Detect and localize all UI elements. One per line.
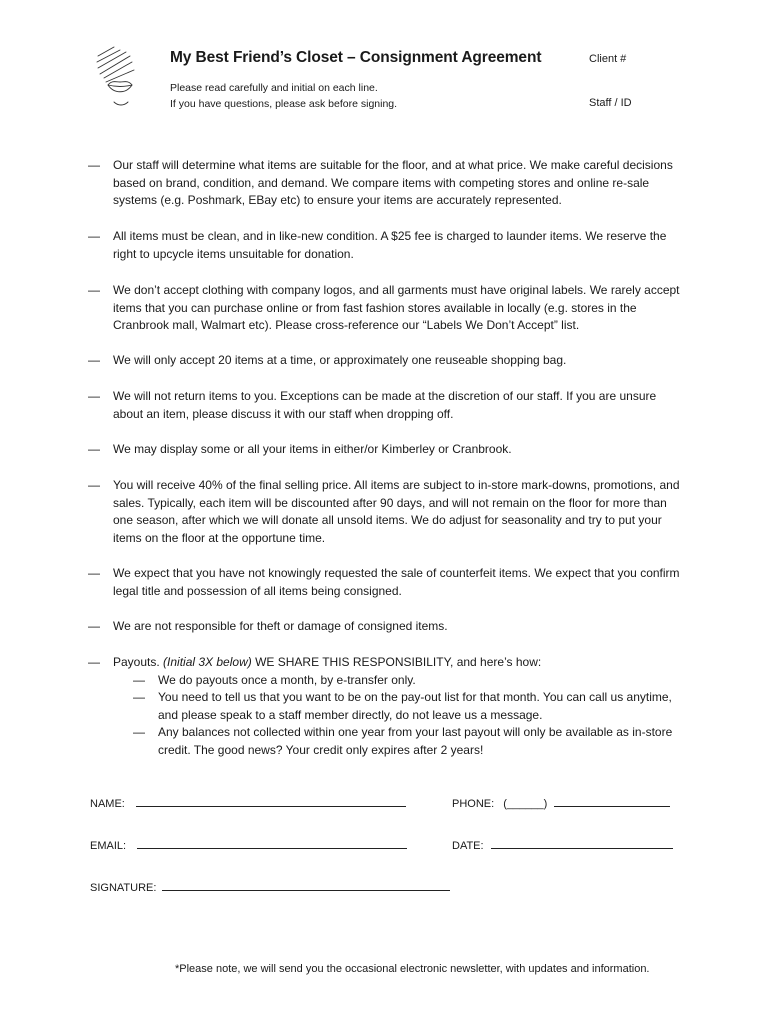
term-text: We will only accept 20 items at a time, or approximately one reuseable shopping bag. <box>113 353 567 367</box>
date-input-line[interactable] <box>491 838 673 849</box>
instruction-line-1: Please read carefully and initial on each line. <box>170 82 378 94</box>
initial-line[interactable]: — <box>88 283 100 297</box>
initial-line[interactable]: — <box>88 655 100 669</box>
phone-input-line[interactable] <box>554 796 670 807</box>
term-item <box>88 618 688 636</box>
staff-id-label: Staff / ID <box>589 97 632 109</box>
initial-line[interactable]: — <box>88 229 100 243</box>
initial-line[interactable]: — <box>88 566 100 580</box>
term-item <box>88 441 688 459</box>
phone-field[interactable] <box>452 796 670 810</box>
signature-input-line[interactable] <box>162 880 450 891</box>
name-label: NAME: <box>90 798 125 810</box>
client-number-label: Client # <box>589 53 627 65</box>
payouts-item <box>88 654 688 759</box>
name-field[interactable] <box>90 796 406 810</box>
payouts-sub-list <box>133 672 688 760</box>
payouts-lead: Payouts. <box>113 655 164 669</box>
payout-sub-item <box>133 724 688 759</box>
term-item <box>88 565 688 600</box>
newsletter-note: *Please note, we will send you the occasional electronic newsletter, with updates and information. <box>175 963 650 975</box>
date-field[interactable] <box>452 838 673 852</box>
term-item <box>88 228 688 263</box>
signature-field[interactable] <box>90 880 450 894</box>
email-label: EMAIL: <box>90 840 127 852</box>
payout-sub-text: You need to tell us that you want to be on the pay-out list for that month. You can call us anytime, and please speak to a staff member directly, do not leave us a message. <box>158 690 672 722</box>
term-text: You will receive 40% of the final selling price. All items are subject to in-store mark-downs, promotions, and sales. Typically, each item will be discounted after 90 days, and will not remain on the floor for more than one season, after which we will donate all unsold items. We do adjust for seasonality and try to put your items on the floor at the opportune time. <box>113 478 680 545</box>
lips-logo-icon <box>92 42 152 122</box>
payouts-emphasis: (Initial 3X below) <box>163 655 252 669</box>
term-text: We may display some or all your items in either/or Kimberley or Cranbrook. <box>113 442 512 456</box>
term-item <box>88 477 688 547</box>
initial-line[interactable]: — <box>88 353 100 367</box>
term-item <box>88 388 688 423</box>
term-item <box>88 282 688 335</box>
term-text: We expect that you have not knowingly requested the sale of counterfeit items. We expect that you confirm legal title and possession of all items being consigned. <box>113 566 680 598</box>
phone-label: PHONE: <box>452 798 495 810</box>
phone-area-code: (______) <box>503 798 548 810</box>
term-text: We will not return items to you. Exceptions can be made at the discretion of our staff. If you are unsure about an item, please discuss it with our staff when dropping off. <box>113 389 657 421</box>
payout-sub-text: Any balances not collected within one year from your last payout will only be available as in-store credit. The good news? Your credit only expires after 2 years! <box>158 725 673 757</box>
email-input-line[interactable] <box>137 838 407 849</box>
term-text: Our staff will determine what items are suitable for the floor, and at what price. We make careful decisions based on brand, condition, and demand. We compare items with competing stores and online re-sale systems (e.g. Poshmark, EBay etc) to ensure your items are accurately represented. <box>113 158 673 207</box>
payouts-rest: WE SHARE THIS RESPONSIBILITY, and here’s how: <box>251 655 542 669</box>
date-label: DATE: <box>452 840 484 852</box>
initial-line[interactable]: — <box>133 672 145 687</box>
initial-line[interactable]: — <box>133 690 145 704</box>
payout-sub-item <box>133 689 688 724</box>
term-text: We are not responsible for theft or damage of consigned items. <box>113 619 448 633</box>
payout-sub-item <box>133 672 688 690</box>
term-item <box>88 352 688 370</box>
term-text: We don’t accept clothing with company logos, and all garments must have original labels. We rarely accept items that you can purchase online or from fast fashion stores available in locally (e.g. stores in the Cranbrook mall, Walmart etc). Please cross-reference our “Labels We Don’t Accept” list. <box>113 283 680 332</box>
term-text: All items must be clean, and in like-new condition. A $25 fee is charged to launder items. We reserve the right to upcycle items unsuitable for donation. <box>113 229 667 261</box>
page-title: My Best Friend’s Closet – Consignment Agreement <box>170 49 542 66</box>
term-item <box>88 157 688 210</box>
initial-line[interactable]: — <box>88 389 100 403</box>
payout-sub-text: We do payouts once a month, by e-transfer only. <box>158 672 416 687</box>
signature-label: SIGNATURE: <box>90 882 157 894</box>
initial-line[interactable]: — <box>88 158 100 172</box>
initial-line[interactable]: — <box>88 478 100 492</box>
initial-line[interactable]: — <box>88 619 100 633</box>
payouts-heading <box>113 654 688 672</box>
initial-line[interactable]: — <box>88 442 100 456</box>
instruction-line-2: If you have questions, please ask before signing. <box>170 98 398 110</box>
name-input-line[interactable] <box>136 796 406 807</box>
email-field[interactable] <box>90 838 407 852</box>
initial-line[interactable]: — <box>133 725 145 739</box>
